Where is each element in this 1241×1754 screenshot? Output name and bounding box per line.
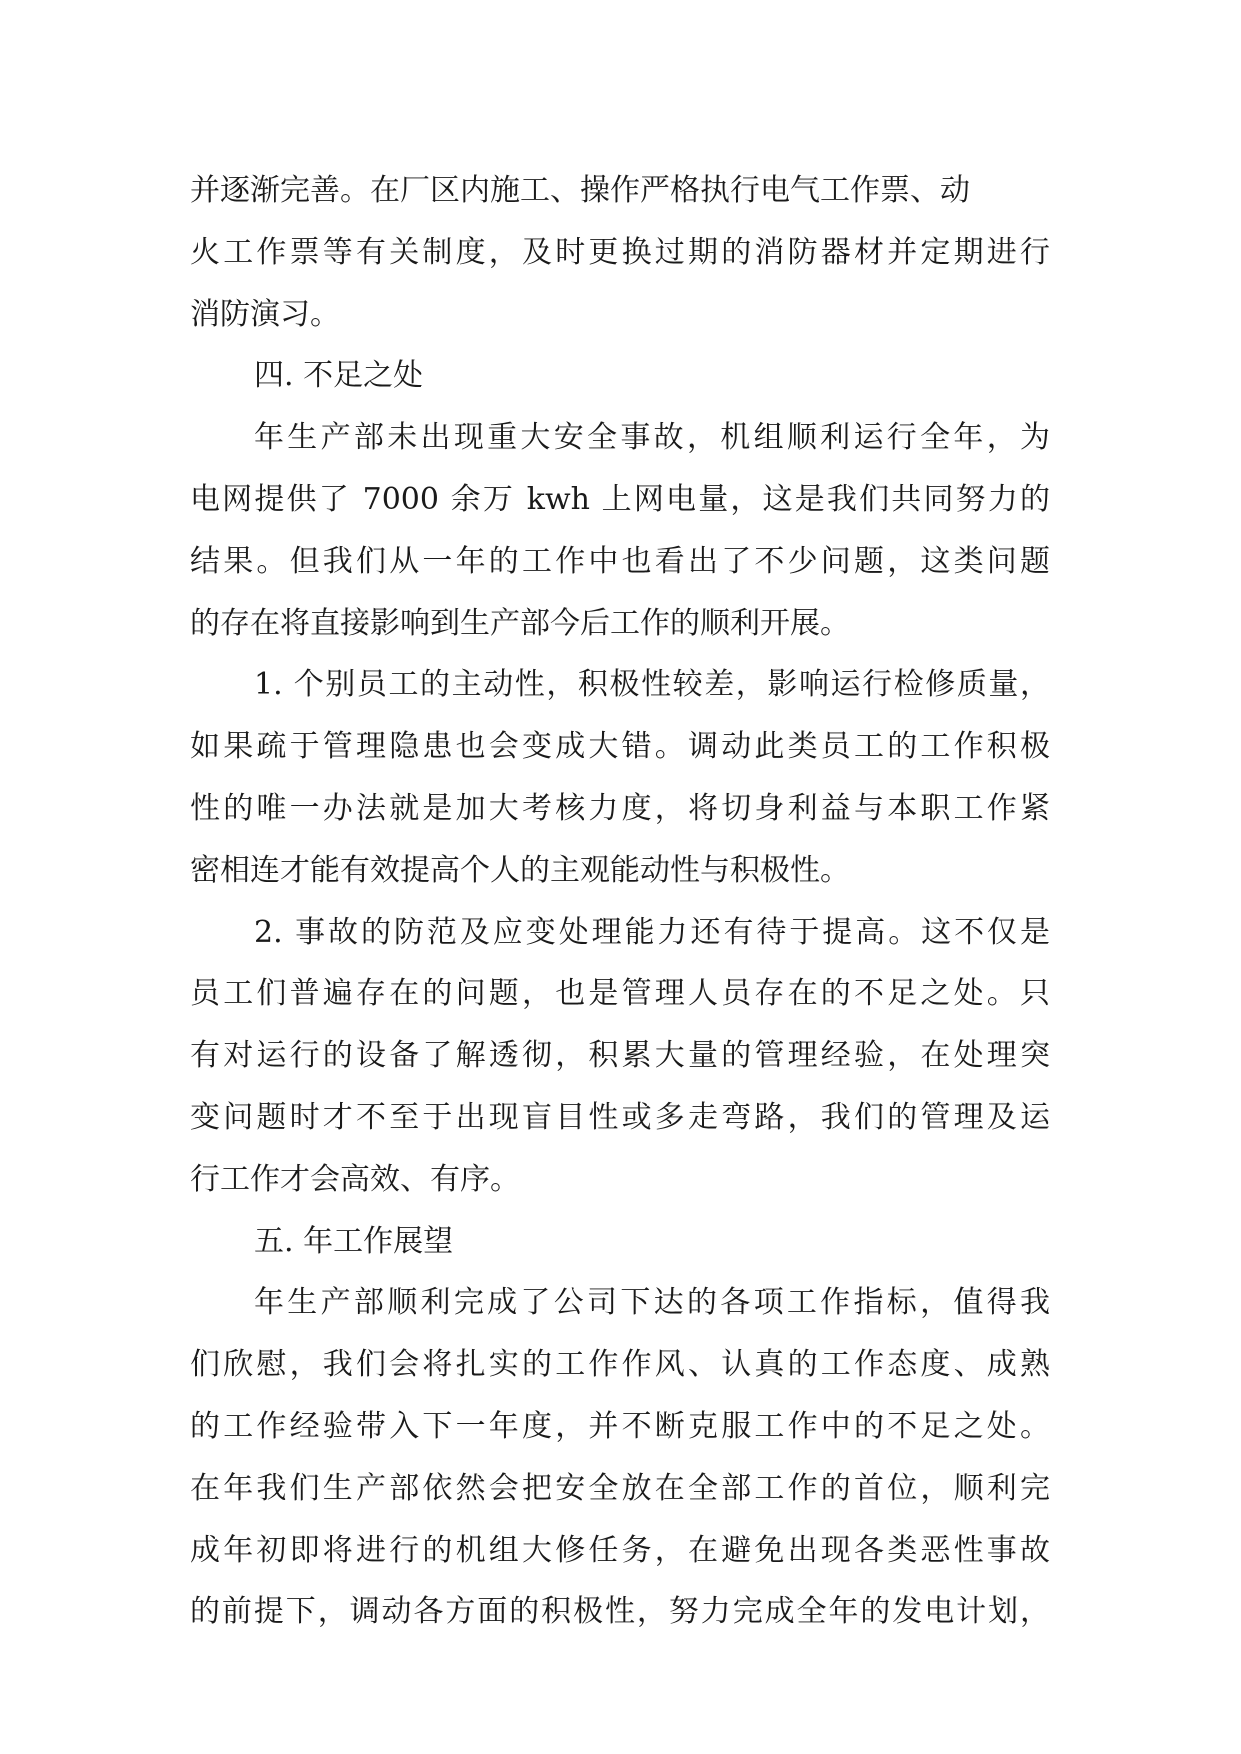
text-line: 年生产部顺利完成了公司下达的各项工作指标，值得我	[254, 1285, 1050, 1321]
text-line: 行工作才会高效、有序。	[190, 1161, 520, 1197]
list-item-line: 1. 个别员工的主动性，积极性较差，影响运行检修质量，	[254, 667, 1050, 703]
text-line: 消防演习。	[190, 296, 340, 332]
text-line: 火工作票等有关制度，及时更换过期的消防器材并定期进行	[190, 234, 1050, 270]
text-line: 的前提下，调动各方面的积极性，努力完成全年的发电计划，	[190, 1594, 1050, 1630]
text-line: 结果。但我们从一年的工作中也看出了不少问题，这类问题	[190, 543, 1050, 579]
text-line: 有对运行的设备了解透彻，积累大量的管理经验，在处理突	[190, 1038, 1050, 1074]
text-line: 们欣慰，我们会将扎实的工作作风、认真的工作态度、成熟	[190, 1347, 1050, 1383]
text-line: 员工们普遍存在的问题，也是管理人员存在的不足之处。只	[190, 976, 1050, 1012]
list-item-line: 2. 事故的防范及应变处理能力还有待于提高。这不仅是	[254, 914, 1050, 950]
text-line: 如果疏于管理隐患也会变成大错。调动此类员工的工作积极	[190, 729, 1050, 765]
section-heading: 五. 年工作展望	[254, 1223, 454, 1259]
text-line: 电网提供了 7000 余万 kwh 上网电量，这是我们共同努力的	[190, 481, 1050, 517]
text-line: 并逐渐完善。在厂区内施工、操作严格执行电气工作票、动	[190, 173, 970, 208]
text-line: 的存在将直接影响到生产部今后工作的顺利开展。	[190, 605, 850, 641]
text-line: 的工作经验带入下一年度，并不断克服工作中的不足之处。	[190, 1408, 1050, 1444]
text-line: 变问题时才不至于出现盲目性或多走弯路，我们的管理及运	[190, 1099, 1050, 1135]
document-body	[190, 160, 1050, 1643]
section-heading: 四. 不足之处	[254, 358, 424, 394]
text-line: 性的唯一办法就是加大考核力度，将切身利益与本职工作紧	[190, 790, 1050, 826]
text-line: 年生产部未出现重大安全事故，机组顺利运行全年，为	[254, 420, 1050, 456]
text-line: 成年初即将进行的机组大修任务，在避免出现各类恶性事故	[190, 1532, 1050, 1568]
text-line: 在年我们生产部依然会把安全放在全部工作的首位，顺利完	[190, 1470, 1050, 1506]
text-line: 密相连才能有效提高个人的主观能动性与积极性。	[190, 852, 850, 888]
